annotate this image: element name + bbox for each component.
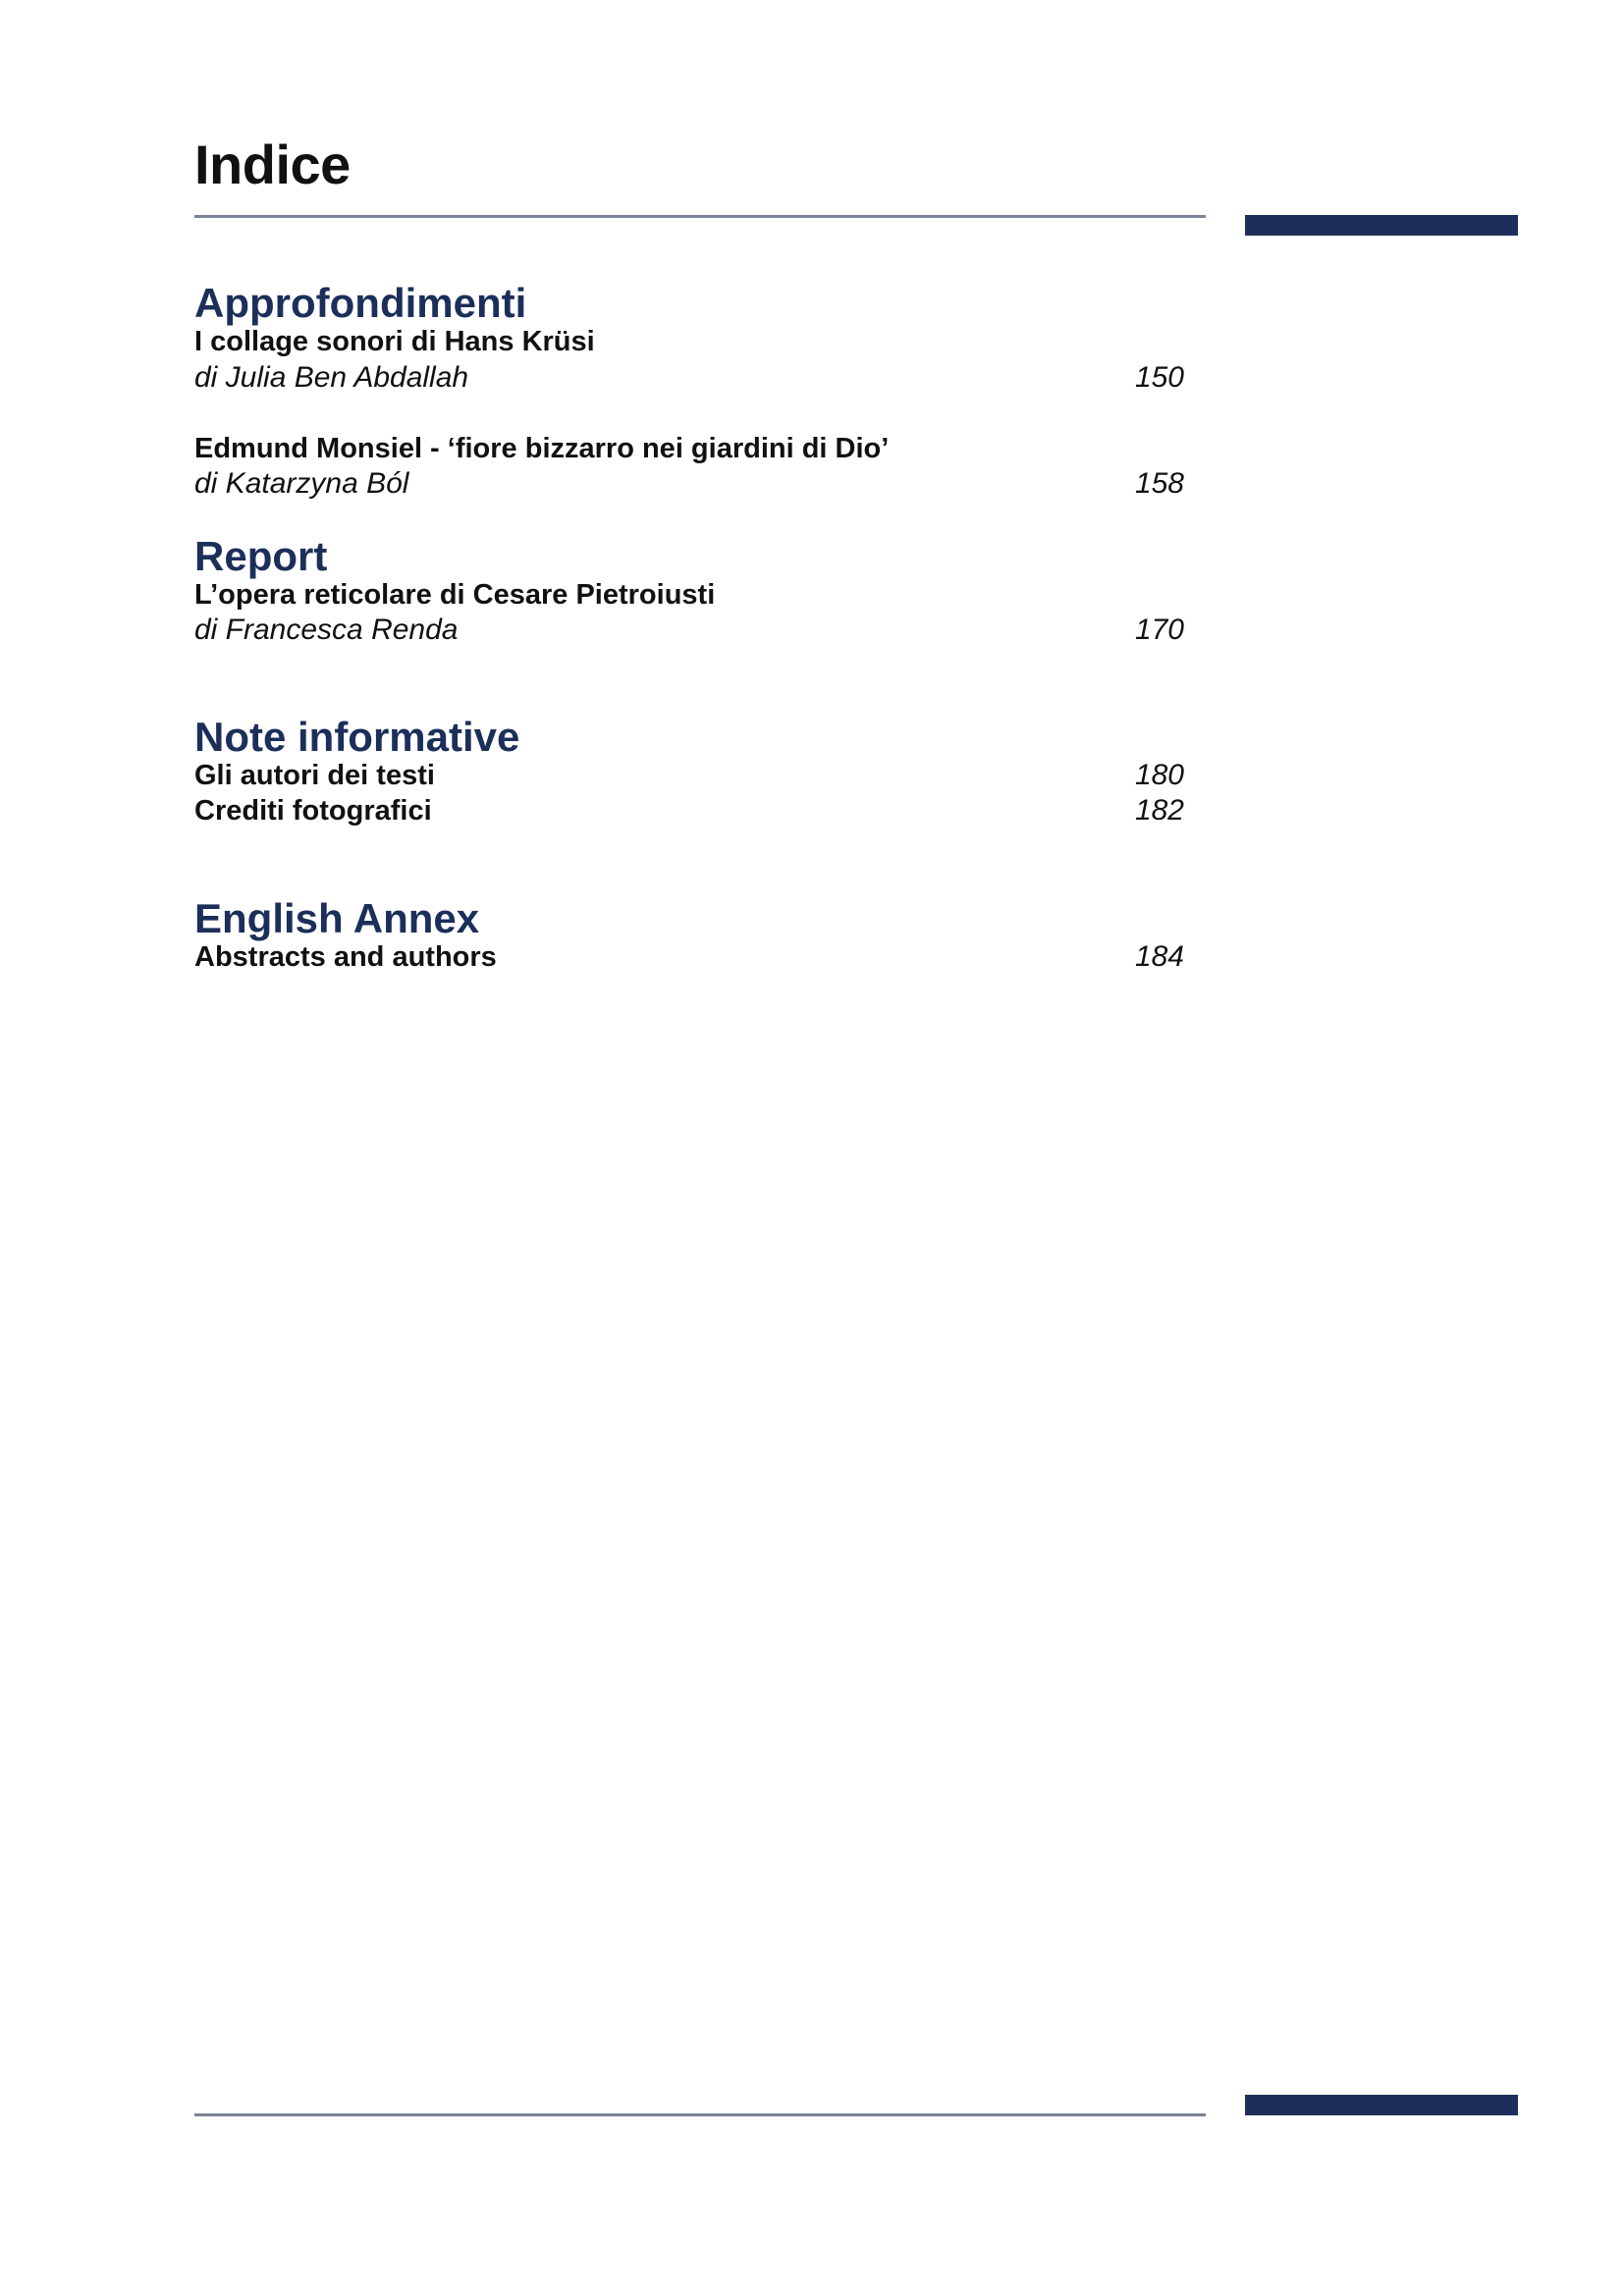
- page-title: Indice: [194, 133, 351, 195]
- toc-entry-page: 170: [1134, 614, 1184, 646]
- toc-entry-author: di Francesca Renda: [194, 614, 459, 646]
- toc-entry-page: 180: [1134, 759, 1184, 791]
- toc-entry-title: I collage sonori di Hans Krüsi: [194, 326, 595, 357]
- section-title-report: Report: [194, 533, 328, 579]
- footer-divider: [194, 2113, 1206, 2116]
- toc-entry-title: Gli autori dei testi: [194, 760, 435, 791]
- toc-entry-page: 182: [1134, 794, 1184, 827]
- section-title-note-informative: Note informative: [194, 714, 520, 760]
- toc-entry-page: 158: [1134, 467, 1184, 500]
- toc-entry-title: L’opera reticolare di Cesare Pietroiusti: [194, 579, 716, 611]
- toc-entry-page: 150: [1134, 361, 1184, 394]
- toc-entry-title: Crediti fotografici: [194, 795, 432, 827]
- toc-entry-title: Abstracts and authors: [194, 941, 497, 973]
- section-title-english-annex: English Annex: [194, 895, 480, 941]
- toc-entry-title: Edmund Monsiel - ‘fiore bizzarro nei giardini di Dio’: [194, 433, 890, 464]
- section-title-approfondimenti: Approfondimenti: [194, 280, 527, 326]
- header-accent-bar: [1245, 215, 1518, 236]
- footer-accent-bar: [1245, 2095, 1518, 2115]
- header-divider: [194, 215, 1206, 218]
- toc-entry-page: 184: [1134, 940, 1184, 973]
- toc-entry-author: di Julia Ben Abdallah: [194, 361, 469, 394]
- toc-entry-author: di Katarzyna Ból: [194, 467, 409, 500]
